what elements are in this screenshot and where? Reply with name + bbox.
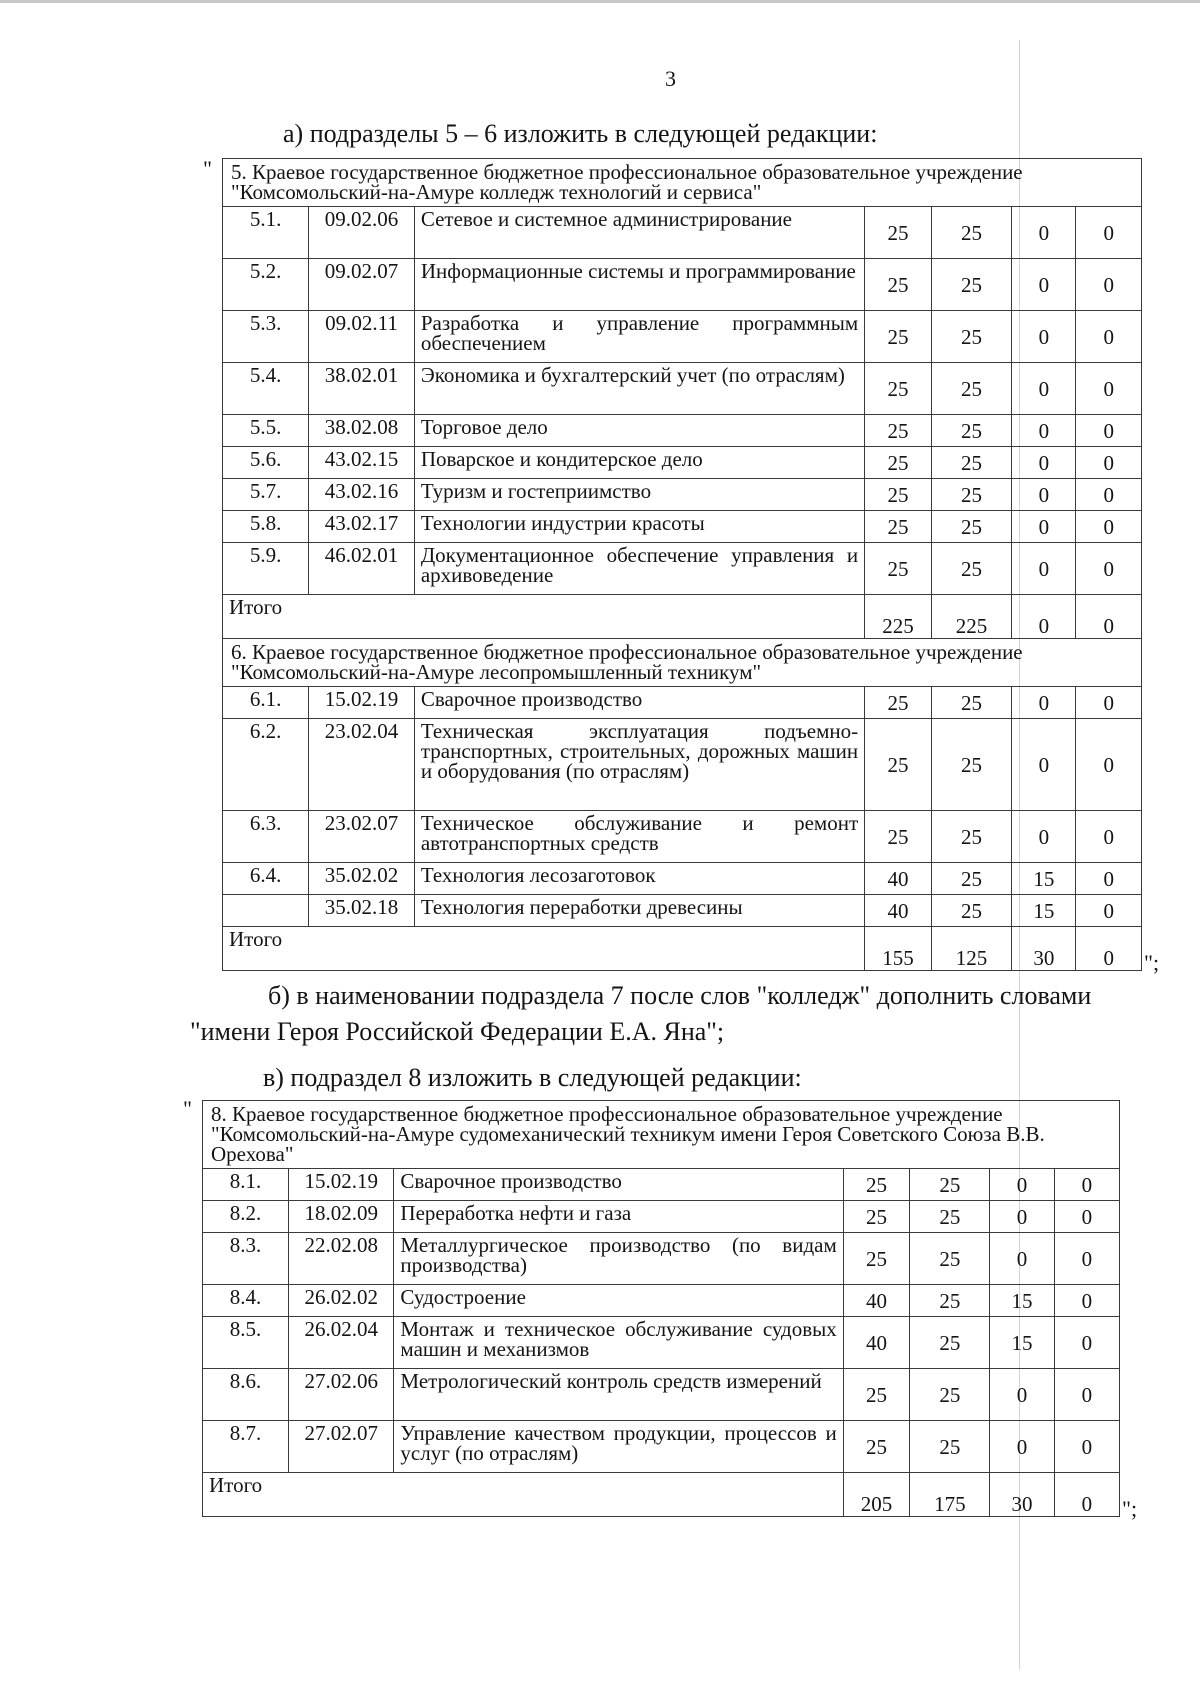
total-sum: 205 bbox=[843, 1473, 909, 1517]
section-6-title: 6. Краевое государственное бюджетное профессиональное образовательное учреждение "Комсомольский-на-Амуре лесопромышленный техникум" bbox=[223, 639, 1142, 687]
specialty-code: 23.02.07 bbox=[309, 811, 415, 863]
extra-places: 0 bbox=[1076, 895, 1142, 927]
row-number: 8.2. bbox=[203, 1201, 289, 1233]
opening-quote-1: " bbox=[203, 156, 212, 181]
total-places: 25 bbox=[843, 1233, 909, 1285]
specialty-code: 27.02.06 bbox=[288, 1369, 393, 1421]
extra-places: 0 bbox=[1076, 687, 1142, 719]
specialty-name: Сварочное производство bbox=[394, 1169, 843, 1201]
extra-places: 0 bbox=[1054, 1317, 1119, 1369]
table-row bbox=[203, 1169, 1120, 1201]
contract-places: 0 bbox=[1012, 311, 1076, 363]
specialty-name: Туризм и гостеприимство bbox=[414, 479, 864, 511]
extra-places: 0 bbox=[1054, 1169, 1119, 1201]
total-row bbox=[203, 1473, 1120, 1517]
row-number bbox=[223, 895, 309, 927]
specialty-name: Информационные системы и программирование bbox=[414, 259, 864, 311]
total-label: Итого bbox=[203, 1473, 844, 1517]
total-places: 25 bbox=[865, 543, 932, 595]
total-places: 40 bbox=[843, 1285, 909, 1317]
total-places: 25 bbox=[865, 719, 932, 811]
row-number: 8.3. bbox=[203, 1233, 289, 1285]
table-row bbox=[223, 863, 1142, 895]
contract-places: 0 bbox=[1012, 511, 1076, 543]
extra-places: 0 bbox=[1076, 511, 1142, 543]
table-row bbox=[203, 1369, 1120, 1421]
contract-places: 0 bbox=[1012, 207, 1076, 259]
contract-places: 0 bbox=[1012, 811, 1076, 863]
specialty-name: Сварочное производство bbox=[414, 687, 864, 719]
specialty-name: Технология лесозаготовок bbox=[414, 863, 864, 895]
contract-sum: 30 bbox=[1012, 927, 1076, 971]
extra-places: 0 bbox=[1076, 363, 1142, 415]
contract-places: 15 bbox=[1012, 895, 1076, 927]
section-8-title: 8. Краевое государственное бюджетное профессиональное образовательное учреждение "Комсомольский-на-Амуре судомеханический техникум имени Героя Советского Союза В.В. Орехова" bbox=[203, 1101, 1120, 1169]
budget-places: 25 bbox=[910, 1317, 990, 1369]
extra-places: 0 bbox=[1076, 311, 1142, 363]
budget-places: 25 bbox=[910, 1233, 990, 1285]
opening-quote-2: " bbox=[183, 1096, 192, 1121]
budget-places: 25 bbox=[931, 311, 1011, 363]
table-row bbox=[223, 543, 1142, 595]
section-5-title: 5. Краевое государственное бюджетное профессиональное образовательное учреждение "Комсомольский-на-Амуре колледж технологий и сервиса" bbox=[223, 159, 1142, 207]
total-row bbox=[223, 595, 1142, 639]
row-number: 5.1. bbox=[223, 207, 309, 259]
extra-places: 0 bbox=[1076, 259, 1142, 311]
row-number: 5.6. bbox=[223, 447, 309, 479]
row-number: 8.6. bbox=[203, 1369, 289, 1421]
specialty-code: 27.02.07 bbox=[288, 1421, 393, 1473]
intro-paragraph-c: в) подраздел 8 изложить в следующей редакции: bbox=[263, 1063, 802, 1092]
specialty-code: 23.02.04 bbox=[309, 719, 415, 811]
extra-places: 0 bbox=[1054, 1233, 1119, 1285]
table-section-8 bbox=[202, 1100, 1120, 1517]
budget-places: 25 bbox=[910, 1169, 990, 1201]
paragraph-b-line-2: "имени Героя Российской Федерации Е.А. Яна"; bbox=[190, 1017, 725, 1046]
specialty-name: Монтаж и техническое обслуживание судовых машин и механизмов bbox=[394, 1317, 843, 1369]
intro-paragraph-a: а) подразделы 5 – 6 изложить в следующей редакции: bbox=[283, 119, 878, 148]
budget-places: 25 bbox=[931, 479, 1011, 511]
total-sum: 155 bbox=[865, 927, 932, 971]
specialty-code: 09.02.11 bbox=[309, 311, 415, 363]
table-row bbox=[223, 363, 1142, 415]
specialty-code: 26.02.02 bbox=[288, 1285, 393, 1317]
extra-sum: 0 bbox=[1076, 595, 1142, 639]
total-places: 25 bbox=[843, 1369, 909, 1421]
contract-places: 0 bbox=[1012, 687, 1076, 719]
contract-places: 15 bbox=[990, 1317, 1054, 1369]
specialty-name: Техническая эксплуатация подъемно-транспортных, строительных, дорожных машин и оборудования (по отраслям) bbox=[414, 719, 864, 811]
closing-quote-2: "; bbox=[1122, 1496, 1138, 1521]
budget-places: 25 bbox=[910, 1201, 990, 1233]
extra-places: 0 bbox=[1076, 811, 1142, 863]
specialty-code: 26.02.04 bbox=[288, 1317, 393, 1369]
contract-places: 0 bbox=[1012, 363, 1076, 415]
specialty-code: 43.02.15 bbox=[309, 447, 415, 479]
row-number: 6.1. bbox=[223, 687, 309, 719]
specialty-code: 46.02.01 bbox=[309, 543, 415, 595]
specialty-code: 38.02.08 bbox=[309, 415, 415, 447]
specialty-name: Метрологический контроль средств измерений bbox=[394, 1369, 843, 1421]
specialty-name: Технология переработки древесины bbox=[414, 895, 864, 927]
contract-sum: 0 bbox=[1012, 595, 1076, 639]
budget-places: 25 bbox=[910, 1285, 990, 1317]
specialty-name: Управление качеством продукции, процессов и услуг (по отраслям) bbox=[394, 1421, 843, 1473]
total-places: 25 bbox=[865, 363, 932, 415]
specialty-code: 43.02.16 bbox=[309, 479, 415, 511]
total-places: 25 bbox=[865, 259, 932, 311]
total-places: 40 bbox=[865, 895, 932, 927]
budget-places: 25 bbox=[931, 207, 1011, 259]
table-row bbox=[223, 415, 1142, 447]
row-number: 5.3. bbox=[223, 311, 309, 363]
extra-places: 0 bbox=[1054, 1421, 1119, 1473]
specialty-code: 18.02.09 bbox=[288, 1201, 393, 1233]
specialty-code: 35.02.18 bbox=[309, 895, 415, 927]
total-places: 25 bbox=[865, 415, 932, 447]
table-row bbox=[223, 311, 1142, 363]
contract-places: 0 bbox=[990, 1369, 1054, 1421]
budget-places: 25 bbox=[931, 259, 1011, 311]
total-row bbox=[223, 927, 1142, 971]
row-number: 5.4. bbox=[223, 363, 309, 415]
budget-sum: 225 bbox=[931, 595, 1011, 639]
extra-places: 0 bbox=[1076, 863, 1142, 895]
specialty-code: 22.02.08 bbox=[288, 1233, 393, 1285]
table-row bbox=[203, 1233, 1120, 1285]
contract-places: 0 bbox=[990, 1201, 1054, 1233]
total-sum: 225 bbox=[865, 595, 932, 639]
budget-places: 25 bbox=[910, 1369, 990, 1421]
extra-places: 0 bbox=[1076, 479, 1142, 511]
specialty-code: 15.02.19 bbox=[288, 1169, 393, 1201]
contract-places: 0 bbox=[1012, 719, 1076, 811]
row-number: 6.2. bbox=[223, 719, 309, 811]
contract-places: 0 bbox=[1012, 479, 1076, 511]
row-number: 5.8. bbox=[223, 511, 309, 543]
specialty-name: Документационное обеспечение управления и архивоведение bbox=[414, 543, 864, 595]
total-label: Итого bbox=[223, 927, 865, 971]
total-places: 25 bbox=[843, 1169, 909, 1201]
closing-quote-1: "; bbox=[1144, 950, 1160, 975]
specialty-name: Поварское и кондитерское дело bbox=[414, 447, 864, 479]
page-number: 3 bbox=[665, 66, 676, 91]
row-number: 5.9. bbox=[223, 543, 309, 595]
table-row bbox=[223, 811, 1142, 863]
table-row bbox=[203, 1285, 1120, 1317]
specialty-code: 43.02.17 bbox=[309, 511, 415, 543]
table-row bbox=[223, 207, 1142, 259]
total-places: 25 bbox=[865, 511, 932, 543]
row-number: 8.1. bbox=[203, 1169, 289, 1201]
contract-places: 0 bbox=[1012, 447, 1076, 479]
specialty-name: Торговое дело bbox=[414, 415, 864, 447]
section-6-header-row bbox=[223, 639, 1142, 687]
specialty-name: Экономика и бухгалтерский учет (по отраслям) bbox=[414, 363, 864, 415]
table-row bbox=[223, 479, 1142, 511]
page-top-edge bbox=[0, 0, 1200, 3]
specialty-code: 38.02.01 bbox=[309, 363, 415, 415]
specialty-code: 09.02.06 bbox=[309, 207, 415, 259]
budget-places: 25 bbox=[931, 543, 1011, 595]
contract-places: 0 bbox=[1012, 543, 1076, 595]
contract-places: 0 bbox=[990, 1233, 1054, 1285]
budget-places: 25 bbox=[931, 863, 1011, 895]
contract-places: 0 bbox=[990, 1421, 1054, 1473]
table-row bbox=[223, 447, 1142, 479]
contract-sum: 30 bbox=[990, 1473, 1054, 1517]
table-row bbox=[223, 511, 1142, 543]
total-places: 40 bbox=[865, 863, 932, 895]
total-places: 25 bbox=[865, 687, 932, 719]
total-label: Итого bbox=[223, 595, 865, 639]
row-number: 6.4. bbox=[223, 863, 309, 895]
row-number: 8.4. bbox=[203, 1285, 289, 1317]
specialty-name: Судостроение bbox=[394, 1285, 843, 1317]
total-places: 25 bbox=[843, 1201, 909, 1233]
budget-places: 25 bbox=[931, 447, 1011, 479]
contract-places: 0 bbox=[1012, 415, 1076, 447]
total-places: 25 bbox=[865, 479, 932, 511]
contract-places: 0 bbox=[990, 1169, 1054, 1201]
paragraph-b-line-1: б) в наименовании подраздела 7 после слов "колледж" дополнить словами bbox=[268, 981, 1092, 1010]
specialty-name: Технологии индустрии красоты bbox=[414, 511, 864, 543]
contract-places: 15 bbox=[990, 1285, 1054, 1317]
budget-sum: 125 bbox=[931, 927, 1011, 971]
budget-places: 25 bbox=[931, 415, 1011, 447]
budget-places: 25 bbox=[931, 895, 1011, 927]
budget-places: 25 bbox=[931, 687, 1011, 719]
specialty-code: 15.02.19 bbox=[309, 687, 415, 719]
extra-places: 0 bbox=[1076, 719, 1142, 811]
table-row bbox=[223, 687, 1142, 719]
table-row bbox=[223, 259, 1142, 311]
budget-places: 25 bbox=[931, 511, 1011, 543]
contract-places: 15 bbox=[1012, 863, 1076, 895]
total-places: 40 bbox=[843, 1317, 909, 1369]
row-number: 6.3. bbox=[223, 811, 309, 863]
specialty-name: Разработка и управление программным обеспечением bbox=[414, 311, 864, 363]
budget-places: 25 bbox=[931, 363, 1011, 415]
budget-sum: 175 bbox=[910, 1473, 990, 1517]
extra-sum: 0 bbox=[1054, 1473, 1119, 1517]
extra-places: 0 bbox=[1054, 1369, 1119, 1421]
row-number: 8.5. bbox=[203, 1317, 289, 1369]
row-number: 5.2. bbox=[223, 259, 309, 311]
table-sections-5-6 bbox=[222, 158, 1142, 971]
contract-places: 0 bbox=[1012, 259, 1076, 311]
total-places: 25 bbox=[865, 311, 932, 363]
budget-places: 25 bbox=[931, 719, 1011, 811]
specialty-name: Металлургическое производство (по видам производства) bbox=[394, 1233, 843, 1285]
extra-sum: 0 bbox=[1076, 927, 1142, 971]
table-row bbox=[223, 719, 1142, 811]
extra-places: 0 bbox=[1076, 415, 1142, 447]
row-number: 5.7. bbox=[223, 479, 309, 511]
specialty-name: Переработка нефти и газа bbox=[394, 1201, 843, 1233]
section-8-header-row bbox=[203, 1101, 1120, 1169]
table-row bbox=[223, 895, 1142, 927]
budget-places: 25 bbox=[910, 1421, 990, 1473]
table-row bbox=[203, 1317, 1120, 1369]
row-number: 8.7. bbox=[203, 1421, 289, 1473]
extra-places: 0 bbox=[1054, 1285, 1119, 1317]
extra-places: 0 bbox=[1076, 447, 1142, 479]
specialty-name: Сетевое и системное администрирование bbox=[414, 207, 864, 259]
extra-places: 0 bbox=[1076, 207, 1142, 259]
section-5-header-row bbox=[223, 159, 1142, 207]
budget-places: 25 bbox=[931, 811, 1011, 863]
total-places: 25 bbox=[865, 811, 932, 863]
table-row bbox=[203, 1421, 1120, 1473]
total-places: 25 bbox=[865, 207, 932, 259]
specialty-code: 09.02.07 bbox=[309, 259, 415, 311]
specialty-code: 35.02.02 bbox=[309, 863, 415, 895]
extra-places: 0 bbox=[1054, 1201, 1119, 1233]
extra-places: 0 bbox=[1076, 543, 1142, 595]
total-places: 25 bbox=[865, 447, 932, 479]
specialty-name: Техническое обслуживание и ремонт автотранспортных средств bbox=[414, 811, 864, 863]
table-row bbox=[203, 1201, 1120, 1233]
row-number: 5.5. bbox=[223, 415, 309, 447]
total-places: 25 bbox=[843, 1421, 909, 1473]
